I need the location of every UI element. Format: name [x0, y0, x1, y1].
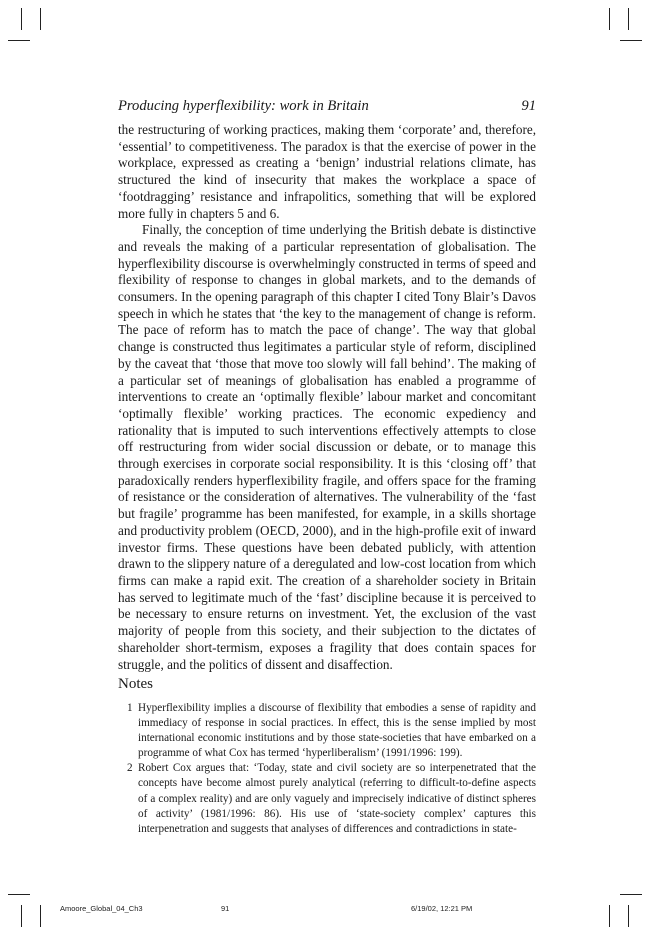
footer-filename: Amoore_Global_04_Ch3	[60, 904, 143, 913]
footer-timestamp: 6/19/02, 12:21 PM	[411, 904, 473, 913]
notes-list	[118, 701, 536, 837]
crop-mark	[21, 8, 22, 30]
crop-mark	[620, 40, 642, 41]
note-text: Robert Cox argues that: ‘Today, state and civil society are so interpenetrated that the concepts have become almost purely analytical (referring to difficult-to-define aspects of a complex reality) and are only vaguely and imprecisely indicative of distinct spheres of activity’ (1981/1996: 86). His use of ‘state-society complex’ captures this interpenetration and suggests that analyses of differences and contradictions in state-	[138, 762, 536, 835]
paragraph: Finally, the conception of time underlying the British debate is distinctive and reveals the making of a particular representation of globalisation. The hyperflexibility discourse is overwhelmingly constructed in terms of speed and flexibility of response to changes in global markets, and to the demands of consumers. In the opening paragraph of this chapter I cited Tony Blair’s Davos speech in which he states that ‘the key to the management of change is reform. The pace of reform has to match the pace of change’. The way that global change is constructed thus legitimates a particular style of reform, disciplined by the caveat that ‘those that move too slowly will fall behind’. The making of a particular set of meanings of globalisation has enabled a programme of interventions to create an ‘optimally flexible’ labour market and concomitant ‘optimally flexible’ working practices. The economic expediency and rationality that is imputed to such interventions effectively attempts to close off restructuring from wider social discussion or debate, or to manage this through exercises in corporate social responsibility. It is this ‘closing off’ that paradoxically renders hyperflexibility fragile, and offers space for the framing of resistance or the consideration of alternatives. The vulnerability of the ‘fast but fragile’ programme has been manifested, for example, in a skills shortage and productivity problem (OECD, 2000), and in the high-profile exit of inward investor firms. These questions have been debated publicly, with attention drawn to the slippery nature of a deregulated and low-cost location from which firms can make a rapid exit. The creation of a shareholder society in Britain has served to legitimate much of the ‘fast’ discipline because it is perceived to be necessary to ensure returns on investment. Yet, the exclusion of the vast majority of people from this society, and their subjection to the dictates of shareholder short-termism, exposes a fragility that does contain spaces for struggle, and the politics of dissent and disaffection.	[118, 222, 536, 672]
crop-mark	[620, 894, 642, 895]
crop-mark	[628, 905, 629, 927]
page-header	[118, 98, 536, 118]
note-item	[118, 761, 536, 836]
footer-page: 91	[221, 904, 230, 913]
note-number: 2	[127, 762, 133, 775]
body-text	[118, 122, 536, 673]
crop-mark	[21, 905, 22, 927]
note-item	[118, 701, 536, 761]
crop-mark	[628, 8, 629, 30]
crop-mark	[40, 8, 41, 30]
notes-heading: Notes	[118, 676, 153, 692]
crop-mark	[609, 905, 610, 927]
note-text: Hyperflexibility implies a discourse of flexibility that embodies a sense of rapidity and immediacy of response in social practices. In effect, this is the sense implied by most international economic institutions and by those state-societies that have embarked on a programme of what Cox has termed ‘hyperliberalism’ (1991/1996: 199).	[138, 702, 536, 760]
crop-mark	[8, 894, 30, 895]
paragraph: the restructuring of working practices, making them ‘corporate’ and, therefore, ‘essential’ to competitiveness. The paradox is that the exercise of power in the workplace, expressed as creating a ‘benign’ industrial relations climate, has structured the kind of insecurity that makes the workplace a space of ‘footdragging’ resistance and infrapolitics, something that will be explored more fully in chapters 5 and 6.	[118, 122, 536, 221]
note-number: 1	[127, 702, 133, 714]
page-number: 91	[521, 98, 536, 114]
crop-mark	[40, 905, 41, 927]
running-head: Producing hyperflexibility: work in Britain	[118, 98, 369, 114]
crop-mark	[609, 8, 610, 30]
crop-mark	[8, 40, 30, 41]
